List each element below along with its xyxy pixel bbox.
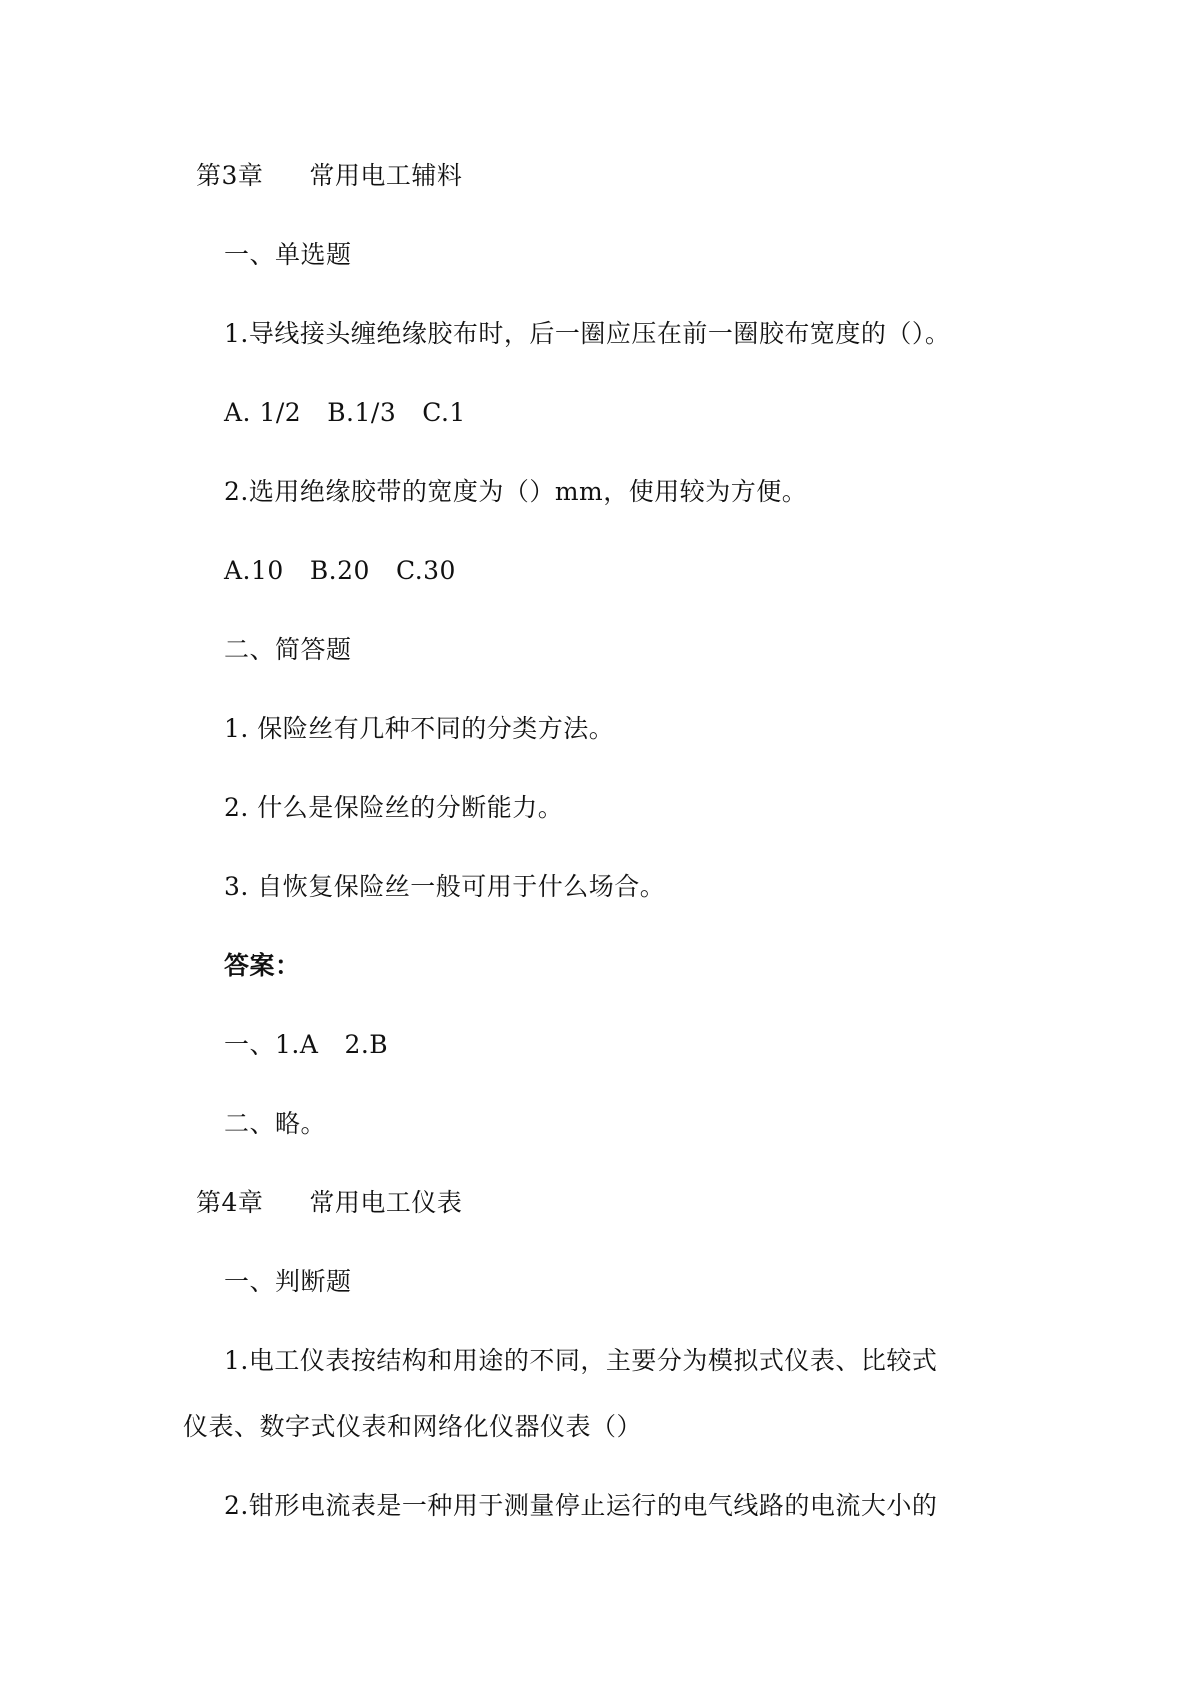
chapter-3-number: 第3章 <box>196 161 264 190</box>
chapter-4-title: 常用电工仪表 <box>309 1188 463 1217</box>
option-c: C.1 <box>422 398 466 427</box>
question-1-text: 1.导线接头缠绝缘胶布时，后一圈应压在前一圈胶布宽度的（）。 <box>224 319 951 348</box>
chapter-4-heading <box>196 1185 462 1221</box>
single-choice-heading: 一、单选题 <box>224 240 352 269</box>
short-answer-item-1: 1. 保险丝有几种不同的分类方法。 <box>224 714 615 743</box>
option-b: B.20 <box>309 556 370 585</box>
answers-heading: 答案： <box>224 951 301 980</box>
question-1-options <box>224 395 466 431</box>
question-2-text: 2.选用绝缘胶带的宽度为（）mm，使用较为方便。 <box>224 477 808 506</box>
short-answer-item-2: 2. 什么是保险丝的分断能力。 <box>224 793 564 822</box>
option-a: A.10 <box>224 556 284 585</box>
chapter-3-title: 常用电工辅料 <box>309 161 463 190</box>
chapter-3-heading <box>196 158 462 194</box>
chapter-4-number: 第4章 <box>196 1188 264 1217</box>
option-b: B.1/3 <box>327 398 397 427</box>
option-a: A. 1/2 <box>224 398 302 427</box>
answers-part-1-prefix: 一、 <box>224 1030 276 1059</box>
answers-part-2: 二、略。 <box>224 1109 327 1138</box>
question-2-options <box>224 553 456 589</box>
tf-question-2-line-1: 2.钳形电流表是一种用于测量停止运行的电气线路的电流大小的 <box>224 1491 938 1520</box>
answers-part-1 <box>224 1027 388 1063</box>
answer-2: 2.B <box>344 1030 389 1059</box>
short-answer-item-3: 3. 自恢复保险丝一般可用于什么场合。 <box>224 872 666 901</box>
answer-1: 1.A <box>275 1030 319 1059</box>
short-answer-heading: 二、简答题 <box>224 635 352 664</box>
option-c: C.30 <box>395 556 456 585</box>
true-false-heading: 一、判断题 <box>224 1267 352 1296</box>
tf-question-1-line-2: 仪表、数字式仪表和网络化仪器仪表（） <box>183 1412 643 1441</box>
tf-question-1-line-1: 1.电工仪表按结构和用途的不同，主要分为模拟式仪表、比较式 <box>224 1346 938 1375</box>
